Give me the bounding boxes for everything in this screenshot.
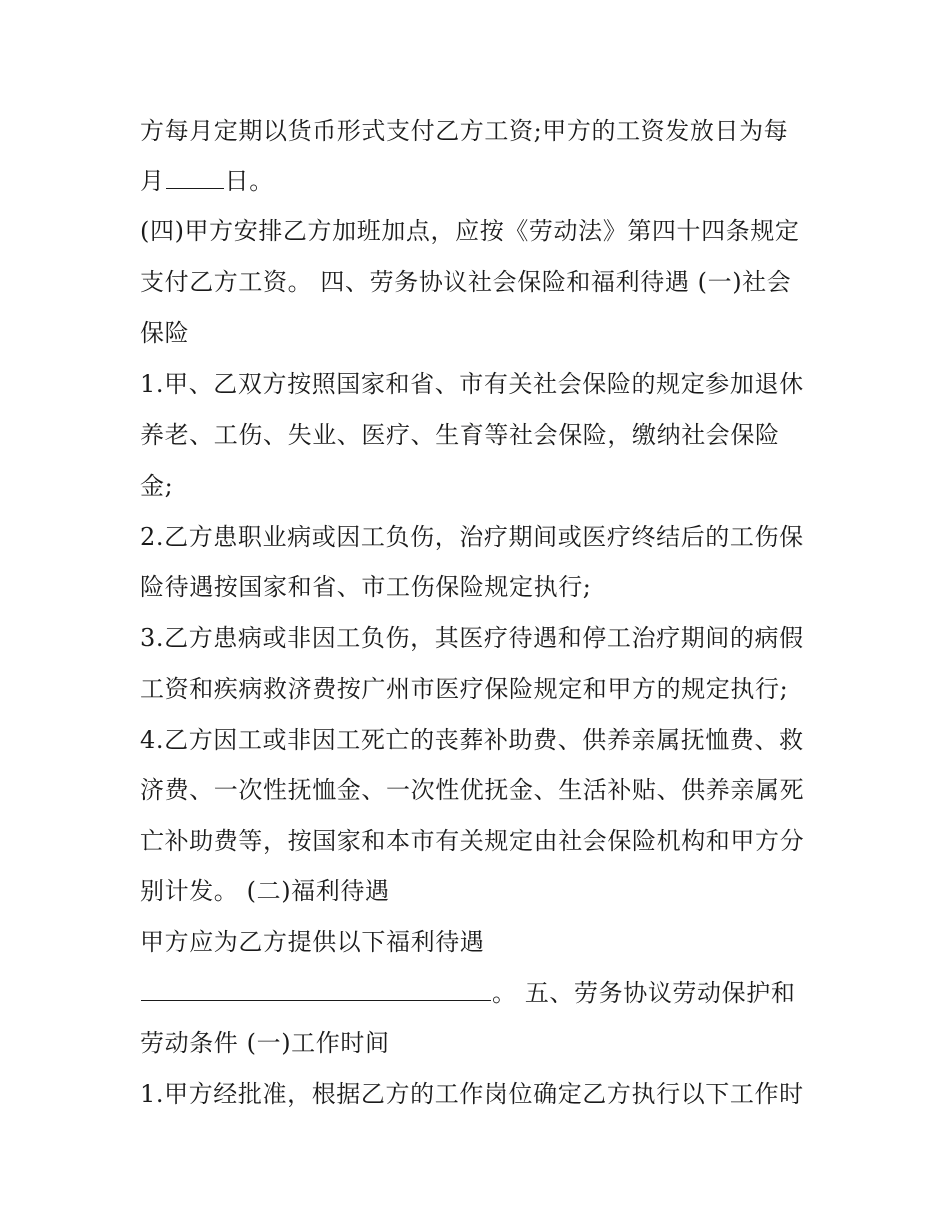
text-line-10: 险待遇按国家和省、市工伤保险规定执行;: [140, 573, 592, 601]
text-line-20: 1.甲方经批准，根据乙方的工作岗位确定乙方执行以下工作时: [140, 1080, 804, 1108]
text-line-9: 2.乙方患职业病或因工负伤，治疗期间或医疗终结后的工伤保: [140, 523, 804, 551]
text-line-15: 亡补助费等，按国家和本市有关规定由社会保险机构和甲方分: [140, 827, 805, 855]
payday-blank: [166, 168, 224, 189]
text-line-11: 3.乙方患病或非因工负伤，其医疗待遇和停工治疗期间的病假: [140, 624, 804, 652]
text-line-7: 养老、工伤、失业、医疗、生育等社会保险，缴纳社会保险: [140, 421, 780, 449]
benefits-blank: [141, 980, 491, 1001]
text-line-2: [140, 164, 830, 198]
text-line-16: 别计发。 (二)福利待遇: [140, 877, 390, 905]
text-line-5: 保险: [140, 319, 190, 347]
text-line-6: 1.甲、乙双方按照国家和省、市有关社会保险的规定参加退休: [140, 370, 804, 398]
text-line-19: 劳动条件 (一)工作时间: [140, 1029, 390, 1057]
text-line-2-start: 月: [140, 167, 165, 195]
text-line-18-end: 。 五、劳务协议劳动保护和: [492, 979, 796, 1007]
text-line-17: 甲方应为乙方提供以下福利待遇: [140, 928, 485, 956]
text-line-14: 济费、一次性抚恤金、一次性优抚金、生活补贴、供养亲属死: [140, 776, 805, 804]
text-line-3: (四)甲方安排乙方加班加点，应按《劳动法》第四十四条规定: [140, 217, 800, 245]
text-line-12: 工资和疾病救济费按广州市医疗保险规定和甲方的规定执行;: [140, 675, 789, 703]
text-line-18: [140, 976, 830, 1010]
text-line-2-end: 日。: [224, 167, 274, 195]
text-line-1: 方每月定期以货币形式支付乙方工资;甲方的工资发放日为每: [140, 117, 789, 145]
text-line-8: 金;: [140, 472, 174, 500]
text-line-13: 4.乙方因工或非因工死亡的丧葬补助费、供养亲属抚恤费、救: [140, 726, 804, 754]
text-line-4: 支付乙方工资。 四、劳务协议社会保险和福利待遇 (一)社会: [140, 268, 792, 296]
